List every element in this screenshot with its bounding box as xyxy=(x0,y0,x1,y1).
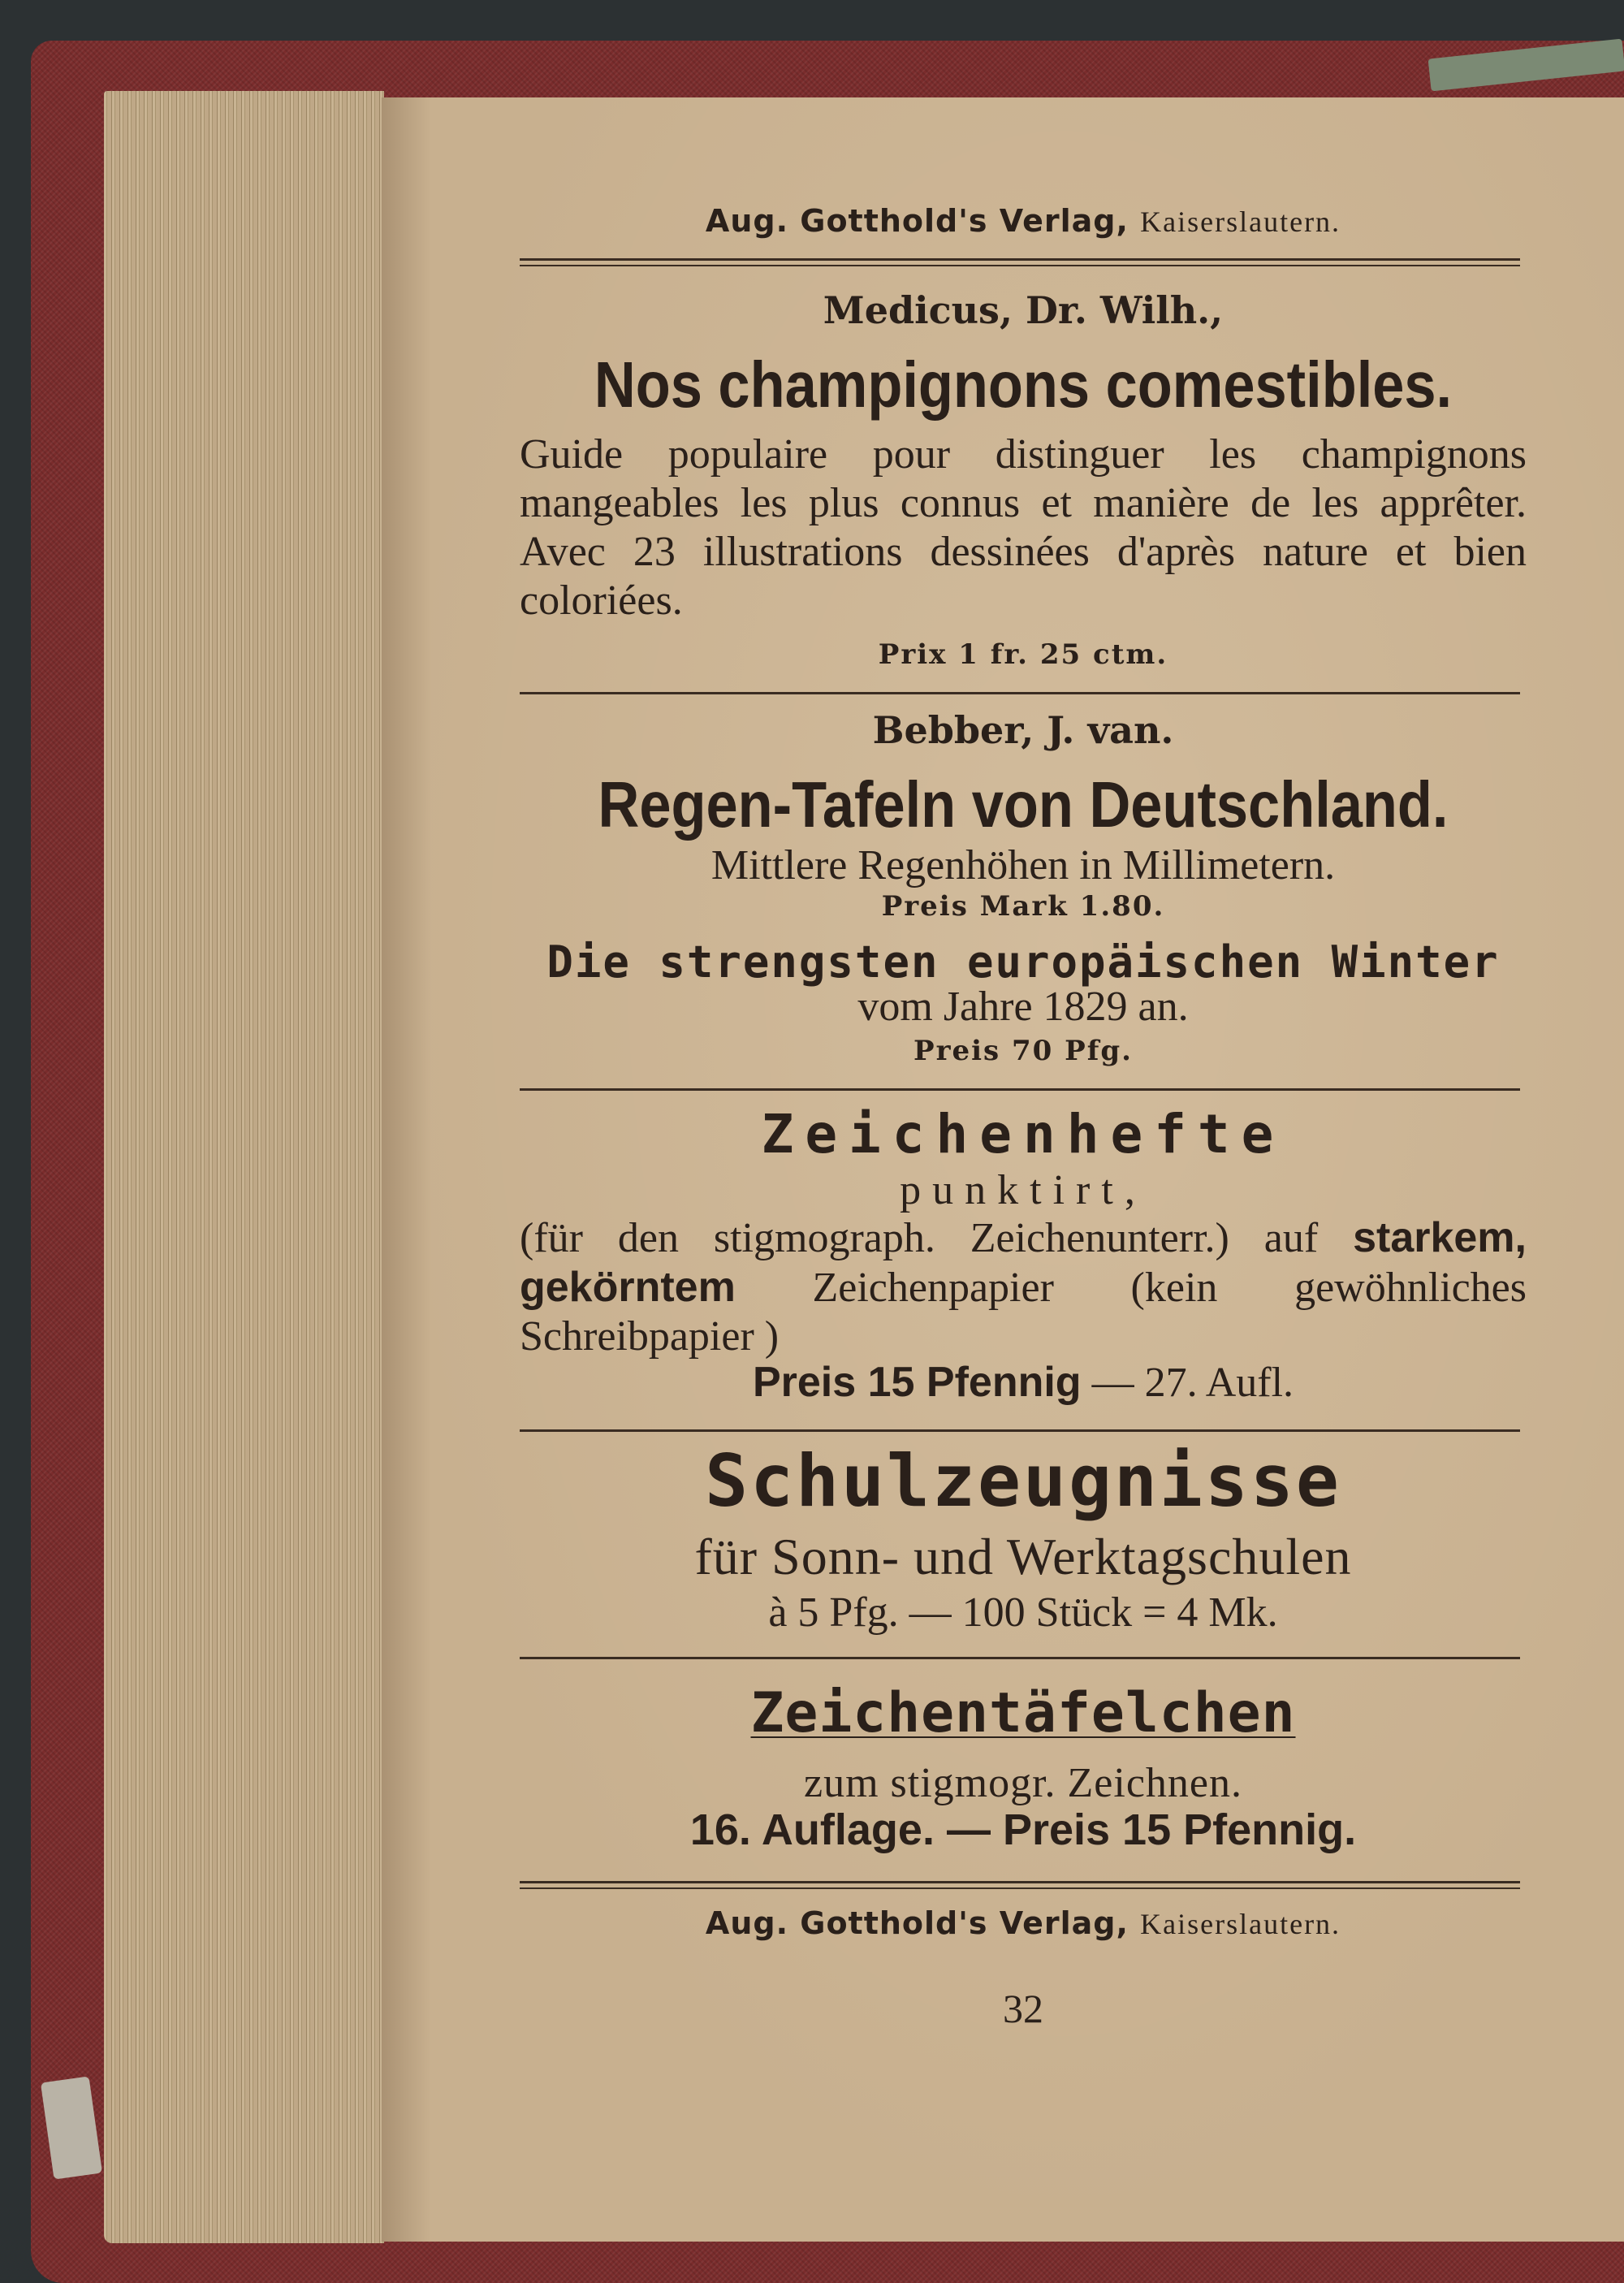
ad5-subtitle: zum stigmogr. Zeichnen. xyxy=(803,1760,1242,1806)
ad2-title2: Die strengsten europäischen Winter xyxy=(546,936,1500,988)
ad4-subtitle: für Sonn- und Werktagschulen xyxy=(694,1528,1352,1585)
divider-1 xyxy=(520,692,1520,694)
ad3-price: Preis 15 Pfennig xyxy=(752,1359,1082,1406)
ad1-description: Guide populaire pour distinguer les champignons mangeables les plus connus et manière de les apprêter. Avec 23 illustrations dessinées d'après nature et bien coloriées. xyxy=(520,431,1527,624)
running-header xyxy=(520,203,1527,239)
ad2-price2: Preis 70 Pfg. xyxy=(914,1035,1133,1067)
ad1-author: Medicus, Dr. Wilh., xyxy=(823,288,1224,332)
ad5-price: 16. Auflage. — Preis 15 Pfennig. xyxy=(689,1805,1357,1854)
ad3-desc-bold1: starkem, xyxy=(1353,1214,1527,1261)
page-edges xyxy=(104,91,384,2243)
divider-3 xyxy=(520,1429,1520,1432)
ad4-title: Schulzeugnisse xyxy=(705,1439,1341,1523)
footer-city: Kaiserslautern. xyxy=(1140,1908,1341,1940)
ad3-desc-part2: Zeichenpapier (kein gewöhnliches Schreibpapier ) xyxy=(520,1265,1527,1360)
ad3-description xyxy=(520,1213,1527,1361)
page-number: 32 xyxy=(1003,1986,1043,2031)
ad2-price: Preis Mark 1.80. xyxy=(881,890,1165,923)
ad3-price-line xyxy=(520,1358,1527,1407)
ad1-title: Nos champignons comestibles. xyxy=(594,348,1453,421)
divider-4 xyxy=(520,1657,1520,1659)
ad1-price: Prix 1 fr. 25 ctm. xyxy=(878,638,1168,671)
ad5-title: Zeichentäfelchen xyxy=(750,1681,1296,1745)
header-rule xyxy=(520,258,1520,266)
divider-2 xyxy=(520,1088,1520,1091)
running-footer xyxy=(520,1905,1527,1941)
footer-publisher: Aug. Gotthold's Verlag, xyxy=(705,1905,1129,1941)
header-publisher: Aug. Gotthold's Verlag, xyxy=(705,203,1129,239)
ad2-subtitle: Mittlere Regenhöhen in Millimetern. xyxy=(710,842,1336,889)
ad2-title: Regen-Tafeln von Deutschland. xyxy=(598,768,1449,841)
ad2-author: Bebber, J. van. xyxy=(872,708,1174,752)
ad2-subtitle2: vom Jahre 1829 an. xyxy=(857,984,1189,1030)
ad3-title: Zeichenhefte xyxy=(761,1103,1285,1165)
header-city: Kaiserslautern. xyxy=(1140,205,1341,238)
ad3-subtitle: punktirt, xyxy=(900,1167,1147,1213)
ad3-desc-part1: (für den stigmograph. Zeichenunterr.) auf xyxy=(520,1215,1354,1261)
footer-rule xyxy=(520,1881,1520,1889)
ad3-desc-bold2: gekörntem xyxy=(520,1264,736,1311)
ad4-price: à 5 Pfg. — 100 Stück = 4 Mk. xyxy=(768,1589,1278,1636)
ad3-edition: — 27. Aufl. xyxy=(1081,1360,1294,1406)
